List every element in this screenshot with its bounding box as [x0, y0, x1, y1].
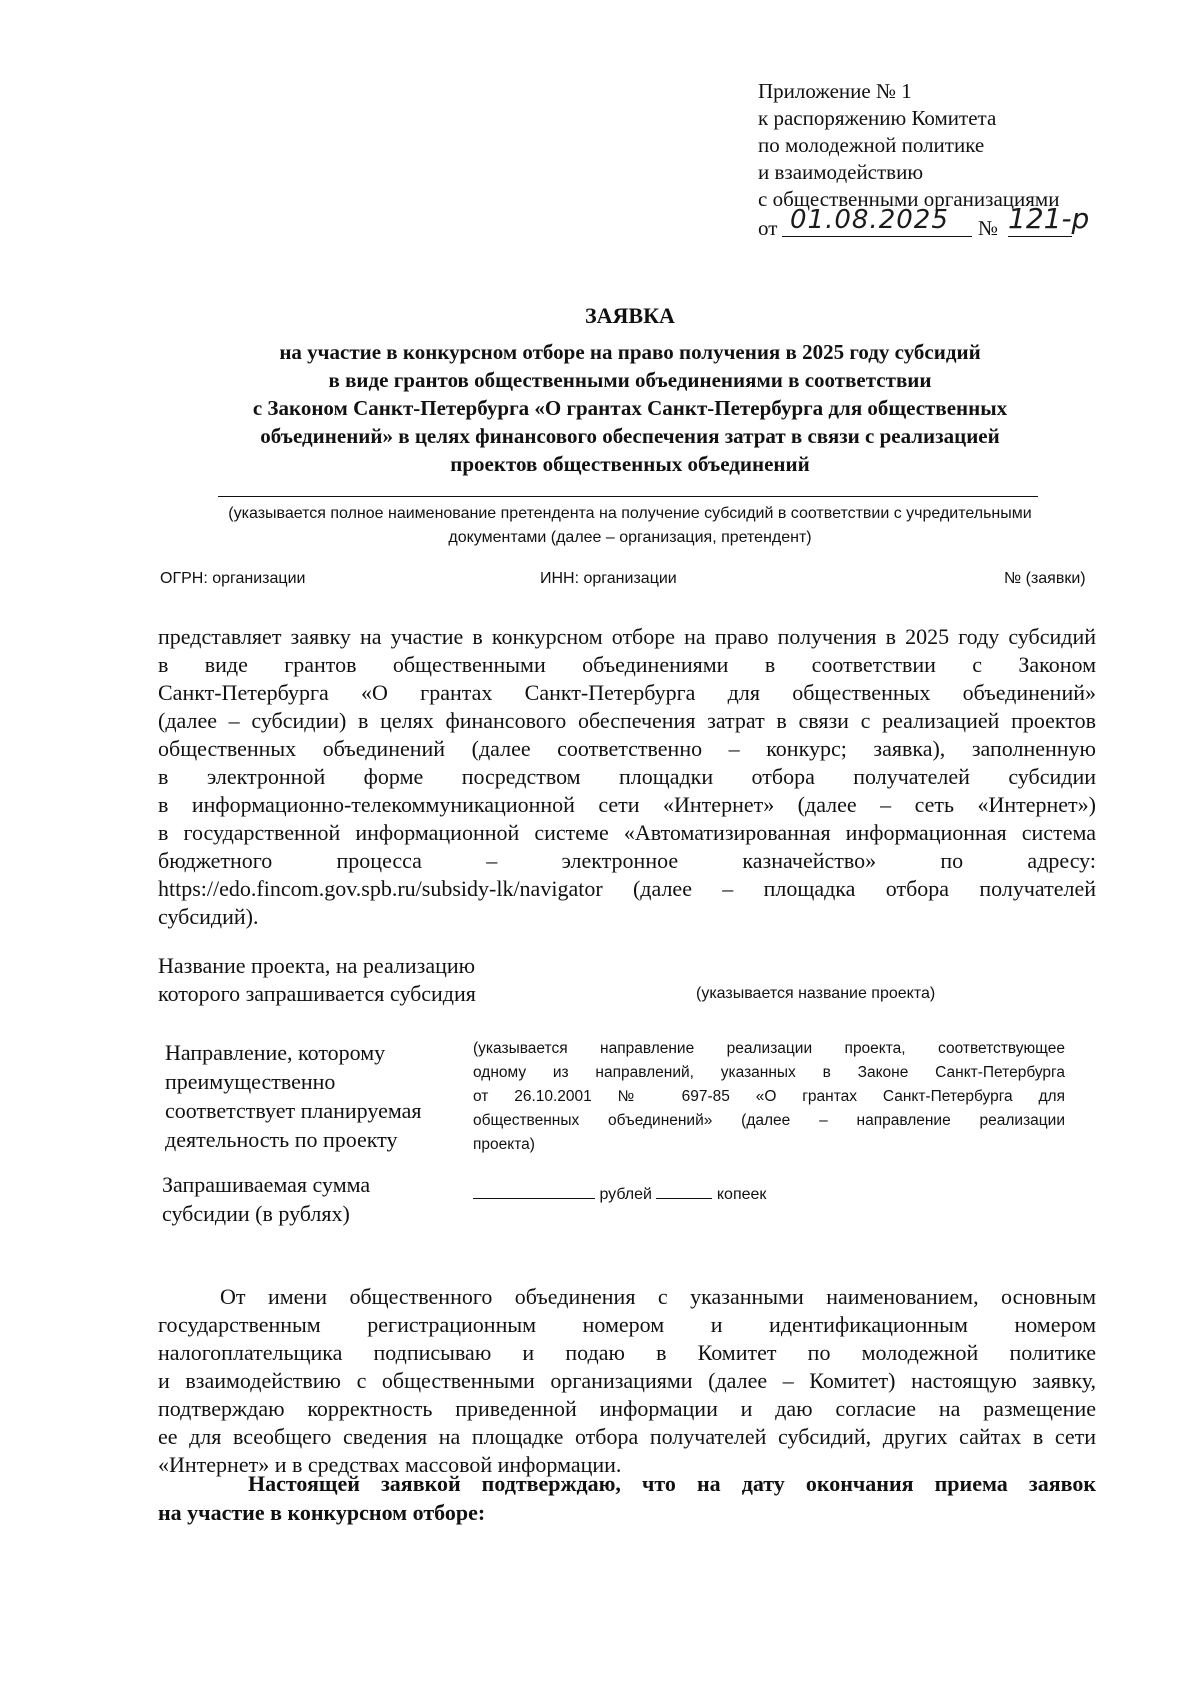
rubles-blank [473, 1198, 595, 1199]
rubles-label: рублей [599, 1186, 652, 1203]
paragraph-line: Санкт-Петербурга «О грантах Санкт-Петербурга для общественных объединений» [158, 680, 1096, 705]
handwritten-date: 01.08.2025 [790, 205, 949, 235]
hint-line: от 26.10.2001 № 697-85 «О грантах Санкт-Петербурга для [473, 1088, 1065, 1105]
project-name-hint: (указывается название проекта) [696, 985, 936, 1002]
appendix-line: к распоряжению Комитета [758, 106, 997, 130]
handwritten-number: 121-р [1008, 202, 1090, 235]
paragraph-line: в электронной форме посредством площадки отбора получателей субсидии [158, 764, 1096, 789]
paragraph-line: в виде грантов общественными объединениями в соответствии с Законом [158, 652, 1096, 677]
declaration-line: От имени общественного объединения с указанными наименованием, основным [220, 1284, 1096, 1309]
label-line: деятельность по проекту [165, 1127, 398, 1152]
hint-line: общественных объединений» (далее – направление реализации [473, 1112, 1065, 1129]
title-line: проектов общественных объединений [450, 452, 810, 476]
label-line: преимущественно [165, 1069, 336, 1094]
declaration-line: «Интернет» и в средствах массовой информации. [158, 1452, 622, 1477]
label-line: соответствует планируемая [165, 1098, 422, 1123]
appendix-block [758, 78, 1090, 243]
paragraph-line: представляет заявку на участие в конкурсном отборе на право получения в 2025 году субсидий [158, 624, 1096, 649]
amount-label [162, 1170, 442, 1228]
applicant-name-hint [150, 502, 1110, 550]
label-line: Направление, которому [165, 1040, 386, 1065]
paragraph-line: в информационно-телекоммуникационной сети «Интернет» (далее – сеть «Интернет») [158, 792, 1096, 817]
paragraph-line: общественных объединений (далее соответственно – конкурс; заявка), заполненную [158, 736, 1096, 761]
application-number-label: № (заявки) [1004, 570, 1086, 587]
label-line: Запрашиваемая сумма [162, 1172, 371, 1197]
appendix-line: и взаимодействию [758, 160, 924, 184]
document-title [150, 302, 1110, 478]
hint-line: документами (далее – организация, претендент) [448, 529, 812, 546]
paragraph-line: в государственной информационной системе «Автоматизированная информационная система [158, 820, 1096, 845]
label-line: субсидии (в рублях) [162, 1201, 350, 1226]
intro-paragraph [158, 623, 1096, 931]
kopecks-blank [656, 1198, 712, 1199]
declaration-line: и взаимодействию с общественными организациями (далее – Комитет) настоящую заявку, [158, 1368, 1096, 1393]
declaration-line: государственным регистрационным номером и идентификационным номером [158, 1312, 1096, 1337]
date-underline [782, 236, 972, 237]
confirmation-line: Настоящей заявкой подтверждаю, что на дату окончания приема заявок [248, 1471, 1096, 1496]
date-prefix: от [758, 216, 778, 240]
amount-field [473, 1186, 766, 1204]
hint-line: проекта) [473, 1136, 535, 1153]
appendix-line: с общественными организациями [758, 187, 1060, 211]
paragraph-line: бюджетного процесса – электронное казначейство» по адресу: [158, 848, 1096, 873]
declaration-line: ее для всеобщего сведения на площадке отбора получателей субсидий, других сайтах в сети [158, 1424, 1096, 1449]
hint-line: (указывается полное наименование претендента на получение субсидий в соответствии с учредительными [228, 505, 1032, 522]
kopecks-label: копеек [716, 1186, 767, 1203]
confirmation-paragraph [158, 1469, 1096, 1527]
direction-label [165, 1038, 455, 1154]
project-name-label [158, 952, 558, 1008]
hint-line: (указывается направление реализации проекта, соответствующее [473, 1040, 1065, 1057]
title-main: ЗАЯВКА [585, 303, 675, 328]
label-line: Название проекта, на реализацию [158, 953, 476, 978]
declaration-paragraph [158, 1283, 1096, 1479]
label-line: которого запрашивается субсидия [158, 981, 476, 1006]
ogrn-label: ОГРН: организации [160, 570, 306, 587]
declaration-line: подтверждаю корректность приведенной информации и даю согласие на размещение [158, 1396, 1096, 1421]
number-underline [1008, 236, 1072, 237]
number-prefix: № [978, 216, 999, 240]
direction-hint [473, 1037, 1065, 1157]
title-line: на участие в конкурсном отборе на право получения в 2025 году субсидий [279, 340, 981, 364]
title-subtitle [150, 338, 1110, 478]
applicant-name-field-line [218, 496, 1038, 497]
declaration-line: налогоплательщика подписываю и подаю в Комитет по молодежной политике [158, 1340, 1096, 1365]
title-line: с Законом Санкт-Петербурга «О грантах Санкт-Петербурга для общественных [252, 396, 1008, 420]
paragraph-line: (далее – субсидии) в целях финансового обеспечения затрат в связи с реализацией проектов [158, 708, 1096, 733]
appendix-line: по молодежной политике [758, 133, 985, 157]
paragraph-line: https://edo.fincom.gov.spb.ru/subsidy-lk/navigator (далее – площадка отбора получателей [158, 876, 1096, 901]
title-line: в виде грантов общественными объединениями в соответствии [328, 368, 932, 392]
title-line: объединений» в целях финансового обеспечения затрат в связи с реализацией [260, 424, 1000, 448]
hint-line: одному из направлений, указанных в Законе Санкт-Петербурга [473, 1064, 1065, 1081]
appendix-line: Приложение № 1 [758, 79, 912, 103]
inn-label: ИНН: организации [540, 570, 677, 587]
confirmation-line: на участие в конкурсном отборе: [158, 1500, 486, 1525]
paragraph-line: субсидий). [158, 904, 259, 929]
order-date-number-row [758, 202, 1090, 243]
